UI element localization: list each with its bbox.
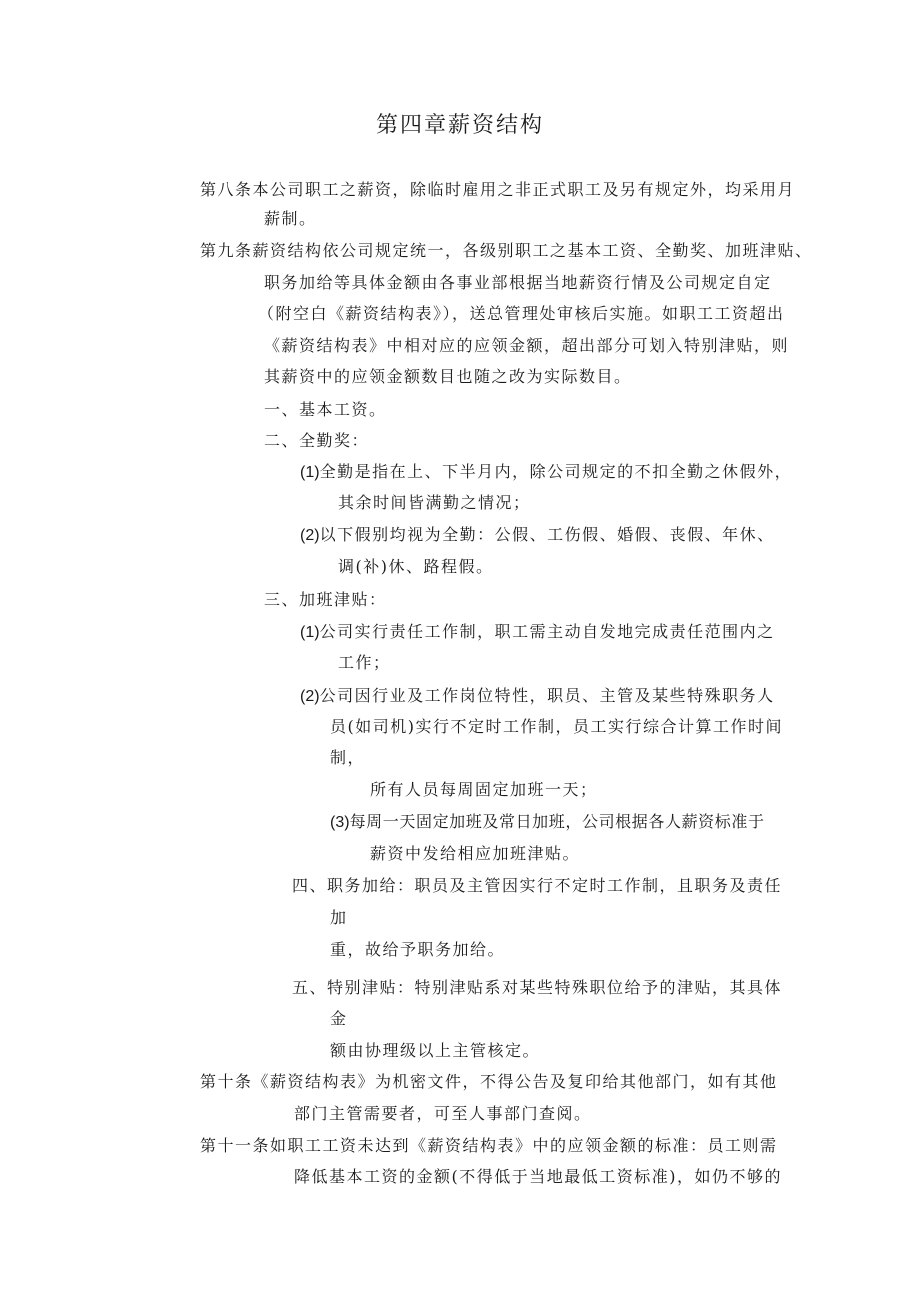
section-3-item-2-line-2: 员(如司机)实行不定时工作制，员工实行综合计算工作时间 — [330, 717, 783, 736]
item-text: 以下假别均视为全勤：公假、工伤假、婚假、丧假、年休、 — [319, 525, 775, 544]
item-text: 全勤是指在上、下半月内，除公司规定的不扣全勤之休假外， — [319, 462, 793, 481]
item-number: (3) — [330, 814, 350, 831]
section-3-item-1 — [300, 622, 775, 643]
item-text: 公司实行责任工作制，职工需主动自发地完成责任范围内之 — [319, 622, 775, 641]
section-3-item-3-line-2: 薪资中发给相应加班津贴。 — [370, 844, 581, 863]
article-8-line-2: 薪制。 — [264, 209, 317, 228]
article-9-line-2: 职务加给等具体金额由各事业部根据当地薪资行情及公司规定自定 — [264, 273, 772, 292]
section-2-heading: 二、全勤奖： — [264, 431, 370, 450]
article-9-line-3: （附空白《薪资结构表》），送总管理处审核后实施。如职工工资超出 — [258, 304, 785, 323]
section-2-item-1-line-2: 其余时间皆满勤之情况； — [338, 493, 531, 512]
article-11-line-2: 降低基本工资的金额(不得低于当地最低工资标准)，如仍不够的 — [294, 1167, 782, 1186]
section-3-heading: 三、加班津贴： — [264, 590, 387, 609]
section-5-line-3: 额由协理级以上主管核定。 — [330, 1041, 541, 1060]
item-number: (2) — [300, 688, 320, 705]
section-3-item-2-line-3: 制， — [330, 748, 366, 767]
section-3-item-1-line-2: 工作； — [338, 653, 391, 672]
section-3-item-2-line-4: 所有人员每周固定加班一天； — [370, 780, 598, 799]
article-9-line-1: 第九条薪资结构依公司规定统一，各级别职工之基本工资、全勤奖、加班津贴、 — [200, 241, 813, 260]
section-2-item-2-line-2: 调(补)休、路程假。 — [338, 557, 494, 576]
section-2-item-1 — [300, 462, 792, 483]
item-text: 每周一天固定加班及常日加班，公司根据各人薪资标准于 — [349, 812, 765, 831]
section-4-line-2: 加 — [330, 908, 348, 927]
section-4-line-3: 重，故给予职务加给。 — [330, 940, 506, 959]
article-11-line-1: 第十一条如职工工资未达到《薪资结构表》中的应领金额的标准：员工则需 — [200, 1136, 778, 1155]
section-2-item-2 — [300, 525, 775, 546]
item-number: (2) — [300, 527, 320, 544]
article-10-line-2: 部门主管需要者，可至人事部门查阅。 — [294, 1104, 592, 1123]
section-5-line-1: 五、特别津贴：特别津贴系对某些特殊职位给予的津贴，其具体 — [292, 978, 783, 997]
item-number: (1) — [300, 624, 320, 641]
article-10-line-1: 第十条《薪资结构表》为机密文件，不得公告及复印给其他部门，如有其他 — [200, 1072, 778, 1091]
section-3-item-2 — [300, 686, 775, 707]
section-3-item-3 — [330, 812, 765, 833]
article-9-line-5: 其薪资中的应领金额数目也随之改为实际数目。 — [264, 367, 632, 386]
section-5-line-2: 金 — [330, 1009, 348, 1028]
item-text: 公司因行业及工作岗位特性，职员、主管及某些特殊职务人 — [319, 686, 775, 705]
article-8-line-1: 第八条本公司职工之薪资，除临时雇用之非正式职工及另有规定外，均采用月 — [200, 180, 796, 199]
item-number: (1) — [300, 464, 320, 481]
section-4-line-1: 四、职务加给：职员及主管因实行不定时工作制，且职务及责任 — [292, 876, 783, 895]
page-title: 第四章薪资结构 — [375, 113, 544, 138]
article-9-line-4: 《薪资结构表》中相对应的应领金额，超出部分可划入特别津贴，则 — [264, 336, 790, 355]
section-1-basic-salary: 一、基本工资。 — [264, 400, 387, 419]
